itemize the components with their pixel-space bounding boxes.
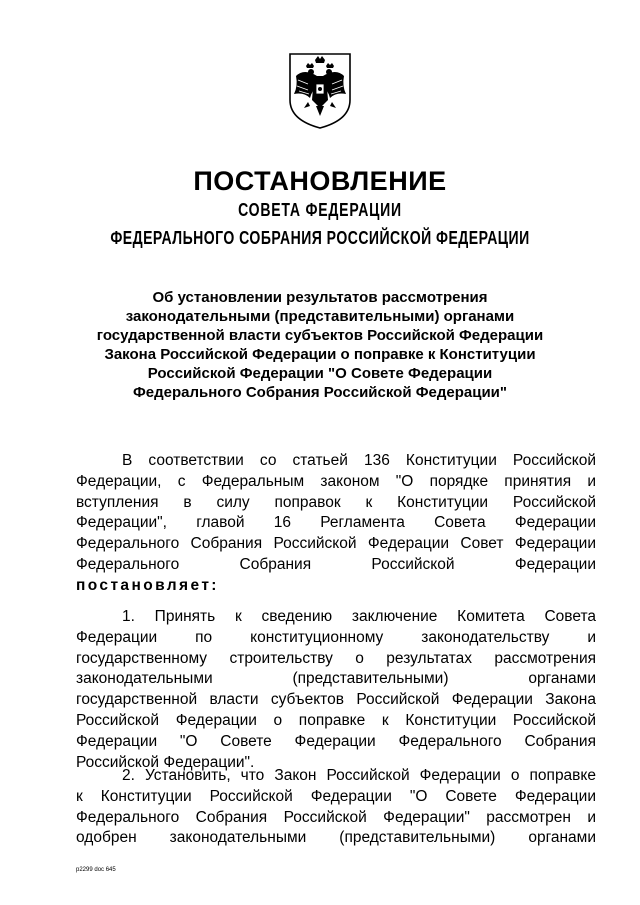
heading-line: Об установлении результатов рассмотрения: [152, 289, 488, 306]
document-subtitle-assembly: ФЕДЕРАЛЬНОГО СОБРАНИЯ РОССИЙСКОЙ ФЕДЕРАЦИИ: [110, 228, 530, 248]
resolves-word: постановляет:: [76, 576, 219, 594]
heading-line: государственной власти субъектов Российской Федерации: [96, 327, 544, 344]
resolution-heading: [60, 288, 580, 402]
text-line: Федерации "О Совете Федерации Федерального Собрания: [76, 732, 596, 750]
text-line: законодательными (представительными) органами: [76, 670, 596, 688]
heading-line: Федерального Собрания Российской Федерации": [132, 384, 508, 401]
paragraph-preamble: [76, 451, 596, 597]
text-line: Российской Федерации".: [76, 753, 255, 771]
text-line: одобрен законодательными (представительными) органами: [76, 829, 596, 847]
document-code: p2299 doc 645: [76, 867, 116, 873]
text-line: 2. Установить, что Закон Российской Федерации о поправке: [122, 767, 596, 784]
text-line: 1. Принять к сведению заключение Комитета Совета: [122, 608, 596, 625]
text-line: Федерации, с Федеральным законом "О порядке принятия и: [76, 472, 596, 490]
heading-line: Российской Федерации "О Совете Федерации: [147, 365, 493, 382]
text-line: Федерального Собрания Российской Федерации" рассмотрен и: [76, 808, 596, 826]
heading-line: Закона Российской Федерации о поправке к Конституции: [104, 346, 536, 363]
document-subtitle-council: СОВЕТА ФЕДЕРАЦИИ: [238, 200, 402, 220]
text-line: Федерации по конституционному законодательству и: [76, 628, 596, 646]
text-line: Федерации", главой 16 Регламента Совета Федерации: [76, 514, 596, 532]
text-line: вступления в силу поправок к Конституции Российской: [76, 493, 596, 511]
text-line: Федерального Собрания Российской Федерации: [76, 555, 596, 573]
text-line: В соответствии со статьей 136 Конституции Российской: [122, 452, 596, 469]
text-line: Федерального Собрания Российской Федерации Совет Федерации: [76, 535, 596, 553]
text-line: государственной власти субъектов Российской Федерации Закона: [76, 691, 596, 709]
text-line: государственному строительству о результатах рассмотрения: [76, 649, 596, 667]
paragraph-item-1: [76, 607, 596, 773]
text-line: Российской Федерации о поправке к Конституции Российской: [76, 711, 596, 729]
text-line: к Конституции Российской Федерации "О Совете Федерации: [76, 787, 596, 805]
coat-of-arms-emblem: [284, 50, 356, 130]
paragraph-item-2: [76, 766, 596, 849]
document-title: ПОСТАНОВЛЕНИЕ: [193, 166, 447, 196]
heading-line: законодательными (представительными) органами: [125, 308, 515, 325]
